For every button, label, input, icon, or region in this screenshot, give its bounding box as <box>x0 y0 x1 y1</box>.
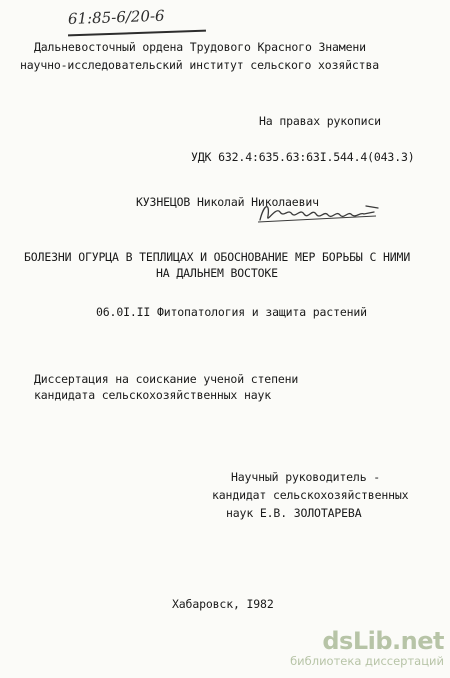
institution-line-1: Дальневосточный ордена Трудового Красного Знамени <box>34 40 366 54</box>
supervisor-line-1: Научный руководитель - <box>231 470 381 484</box>
dissertation-purpose-line-2: кандидата сельскохозяйственных наук <box>34 388 272 402</box>
manuscript-rights: На правах рукописи <box>259 114 381 128</box>
watermark <box>290 628 444 668</box>
handwritten-code: 61:85-6/20-6 <box>67 6 165 28</box>
handwritten-underline <box>68 30 206 37</box>
supervisor-line-3: наук Е.В. ЗОЛОТАРЕВА <box>226 506 362 520</box>
watermark-subtitle: библиотека диссертаций <box>290 654 444 668</box>
watermark-logo: dsLib.net <box>322 627 444 655</box>
dissertation-purpose-line-1: Диссертация на соискание ученой степени <box>34 372 299 386</box>
specialty-code: 06.0I.II Фитопатология и защита растений <box>96 305 367 319</box>
institution-line-2: научно-исследовательский институт сельского хозяйства <box>20 58 380 72</box>
place-and-year: Хабаровск, I982 <box>172 597 274 611</box>
udc-code: УДК 632.4:635.63:63I.544.4(043.3) <box>191 150 415 164</box>
handwritten-signature <box>256 198 386 228</box>
author-name: КУЗНЕЦОВ Николай Николаевич <box>136 195 319 209</box>
supervisor-line-2: кандидат сельскохозяйственных <box>212 488 409 502</box>
dissertation-title-line-2: НА ДАЛЬНЕМ ВОСТОКЕ <box>156 266 278 280</box>
dissertation-title-line-1: БОЛЕЗНИ ОГУРЦА В ТЕПЛИЦАХ И ОБОСНОВАНИЕ МЕР БОРЬБЫ С НИМИ <box>24 250 411 264</box>
